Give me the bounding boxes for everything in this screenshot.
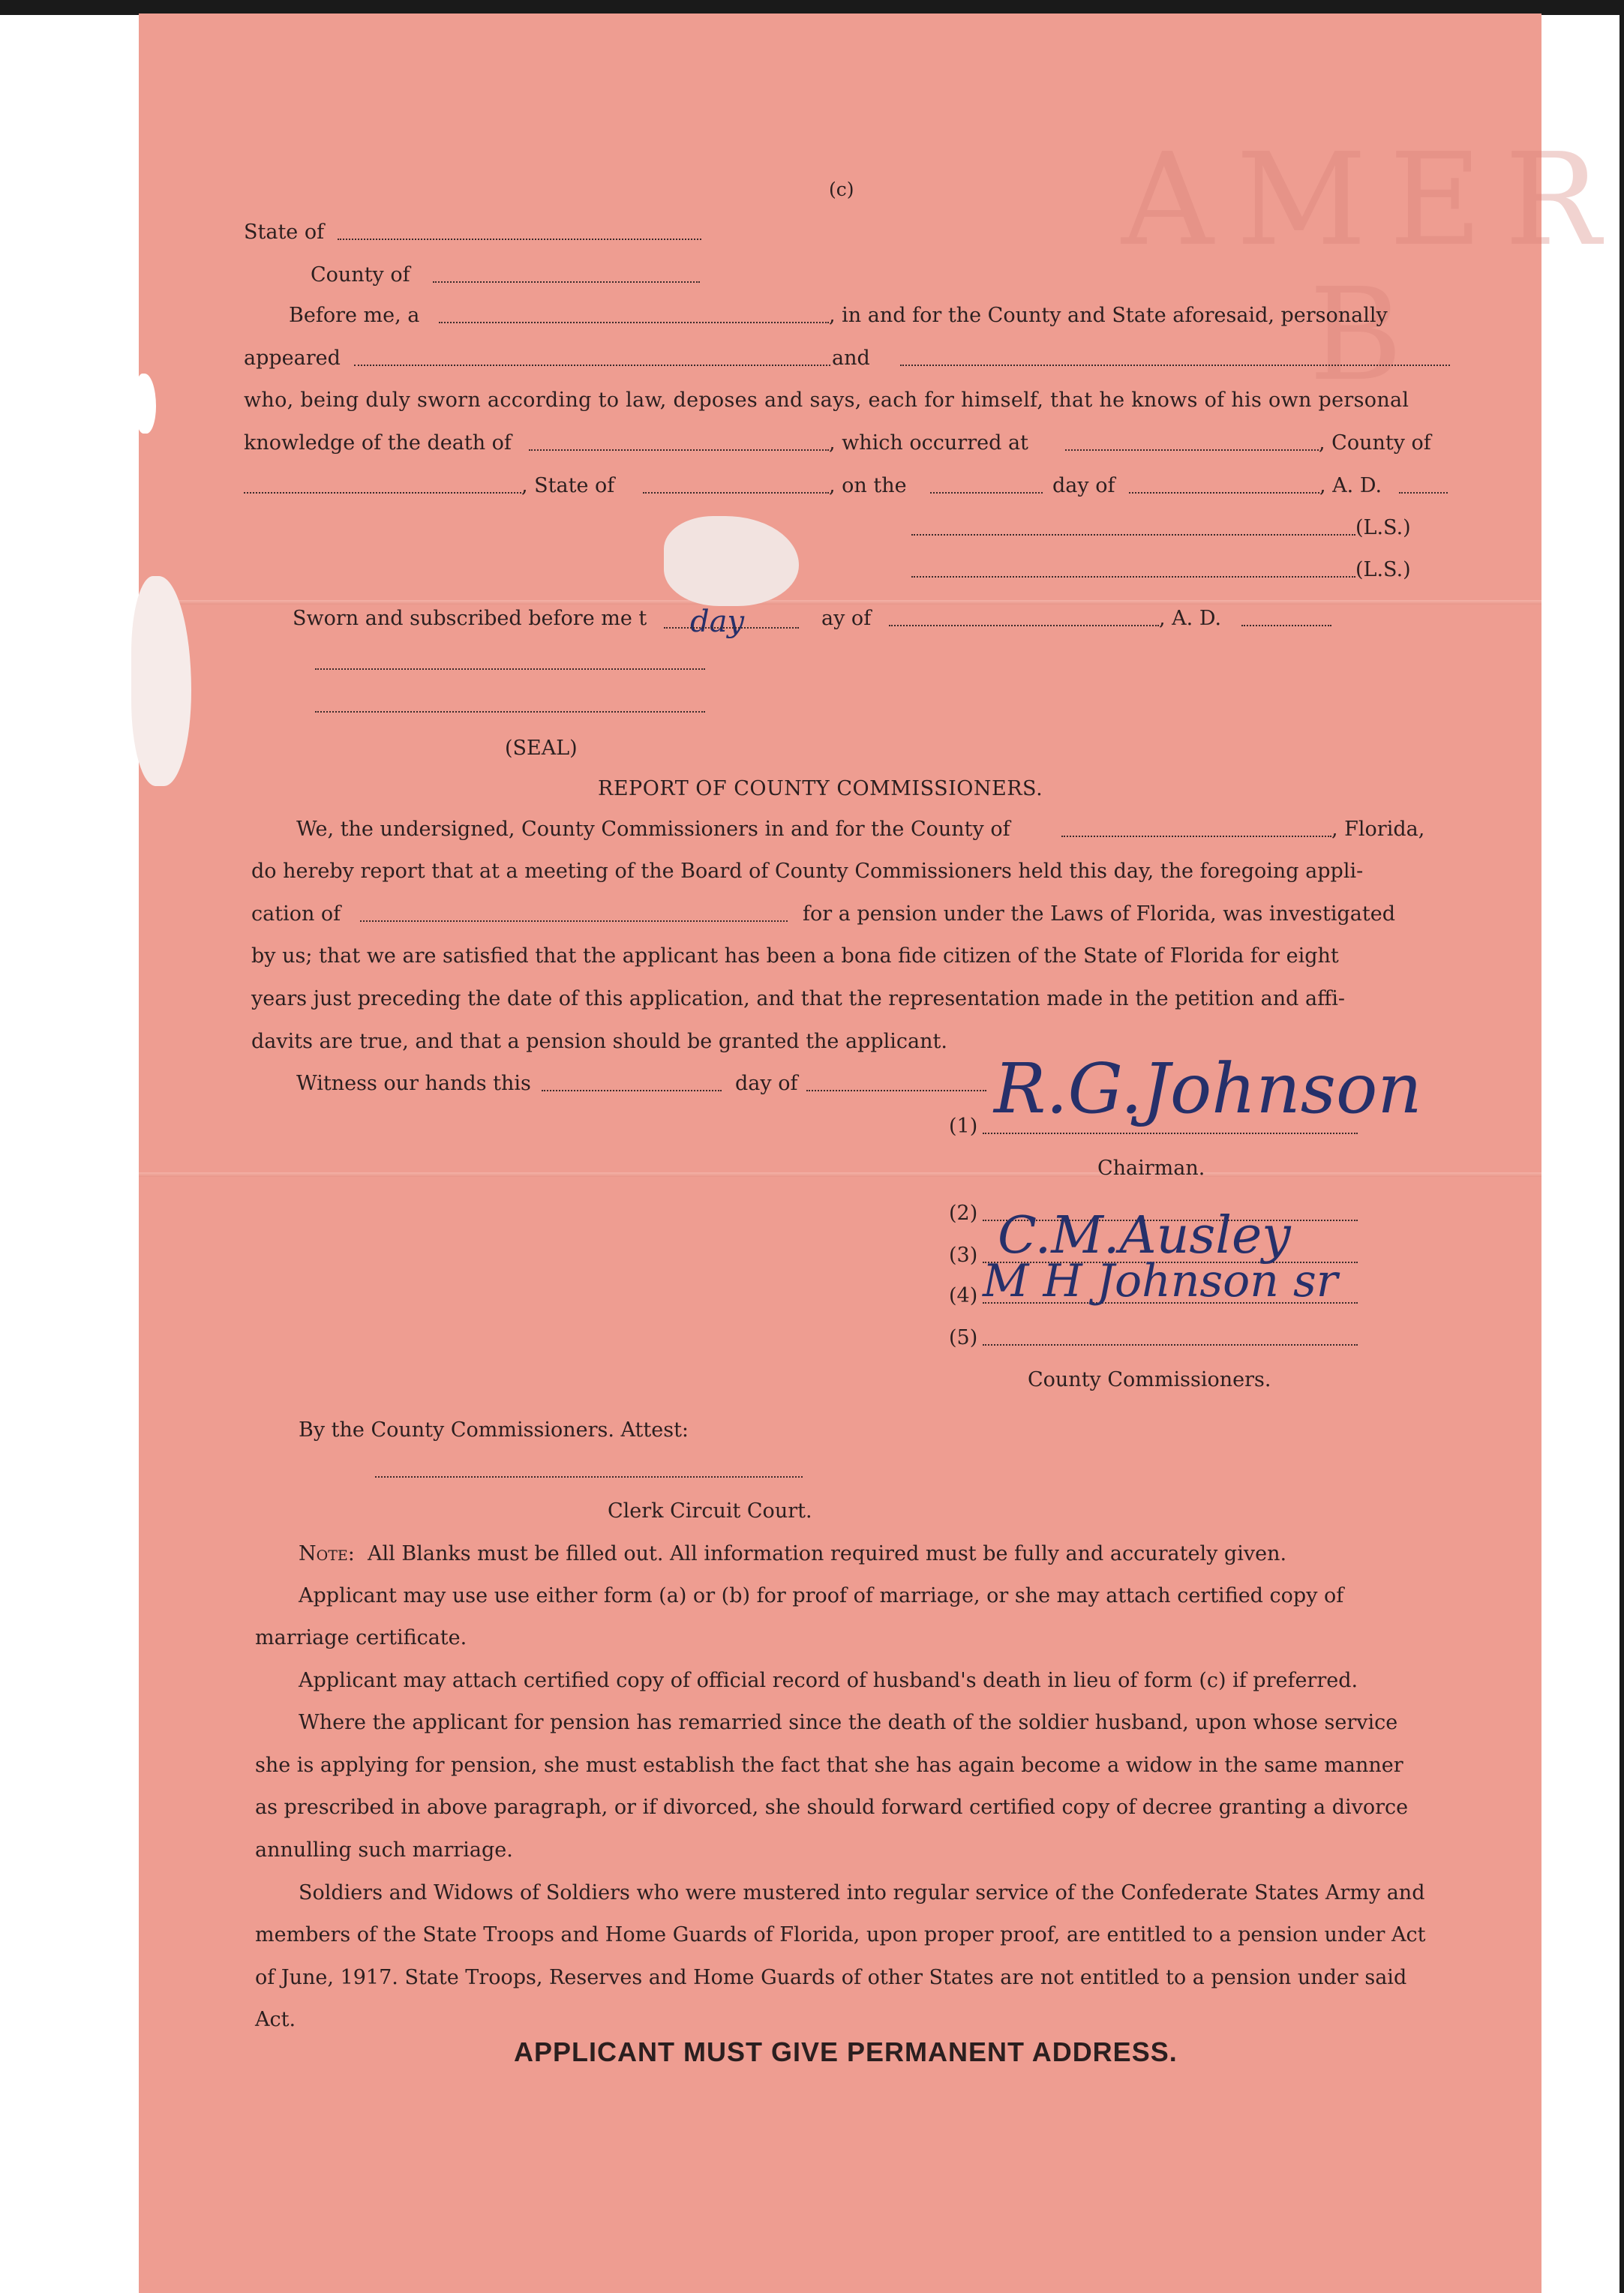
chairman-signature-line[interactable] <box>983 1133 1358 1134</box>
affiant-2-field[interactable] <box>900 365 1450 366</box>
paper-tear <box>664 516 799 606</box>
report-line-2: do hereby report that at a meeting of the Board of County Commissioners held this day, the foregoing appli- <box>251 860 1364 883</box>
sworn-label: Sworn and subscribed before me t <box>293 607 647 630</box>
ls-2-label: (L.S.) <box>1355 558 1411 581</box>
state-of-2-label: , State of <box>521 474 615 497</box>
note-line-5: Where the applicant for pension has remarried since the death of the soldier husband, upon whose service <box>299 1711 1398 1734</box>
commissioner-3-signature: C.M.Ausley <box>998 1206 1291 1265</box>
note-line-7: as prescribed in above paragraph, or if divorced, she should forward certified copy of decree granting a divorce <box>255 1796 1409 1819</box>
report-line-1: We, the undersigned, County Commissioners in and for the County of <box>296 818 1010 841</box>
applicant-name-field[interactable] <box>360 920 788 922</box>
fold-line-lower <box>139 1172 1541 1177</box>
report-line-6: davits are true, and that a pension should be granted the applicant. <box>251 1030 947 1053</box>
witness-label: Witness our hands this <box>296 1072 531 1095</box>
note-line-12: Act. <box>255 2008 296 2031</box>
note-line-6: she is applying for pension, she must establish the fact that she has again become a widow in the same manner <box>255 1754 1403 1777</box>
which-occurred-label: , which occurred at <box>829 431 1028 455</box>
sworn-ad-label: , A. D. <box>1159 607 1222 630</box>
death-month-field[interactable] <box>1129 492 1319 494</box>
report-title: REPORT OF COUNTY COMMISSIONERS. <box>598 777 1043 800</box>
report-line-5: years just preceding the date of this application, and that the representation made in the petition and affi- <box>251 987 1346 1010</box>
note-line-3: marriage certificate. <box>255 1626 467 1649</box>
county-of-label: County of <box>311 263 410 287</box>
before-me-label: Before me, a <box>289 304 420 327</box>
report-line-3-end: for a pension under the Laws of Florida, was investigated <box>803 902 1395 926</box>
note-line-8: annulling such marriage. <box>255 1838 513 1862</box>
report-line-3-start: cation of <box>251 902 341 926</box>
death-place-field[interactable] <box>1065 449 1319 451</box>
notary-title-field[interactable] <box>315 711 705 713</box>
sworn-day-of-label: ay of <box>821 607 872 630</box>
sworn-month-field[interactable] <box>889 625 1159 626</box>
note-line-4: Applicant may attach certified copy of official record of husband's death in lieu of form (c) if preferred. <box>299 1669 1358 1692</box>
note-line-11: of June, 1917. State Troops, Reserves and Home Guards of other States are not entitled to a pension under said <box>255 1966 1407 1989</box>
affiant-2-signature-field[interactable] <box>911 576 1355 578</box>
signature-number-4: (4) <box>949 1284 978 1307</box>
scan-top-border <box>0 0 1624 15</box>
on-the-label: , on the <box>829 474 907 497</box>
affiant-1-field[interactable] <box>354 365 830 366</box>
aforesaid-text: , in and for the County and State aforesaid, personally <box>829 304 1388 327</box>
permanent-address-notice: APPLICANT MUST GIVE PERMANENT ADDRESS. <box>514 2036 1178 2067</box>
commissioner-4-signature: M H Johnson sr <box>983 1255 1338 1307</box>
death-state-field[interactable] <box>643 492 829 494</box>
signature-number-3: (3) <box>949 1244 978 1267</box>
chairman-signature: R.G.Johnson <box>994 1049 1422 1129</box>
bleed-through-print-2: B <box>1309 261 1425 410</box>
note-line-10: members of the State Troops and Home Guards of Florida, upon proper proof, are entitled to a pension under Act <box>255 1923 1426 1946</box>
edge-damage <box>131 576 191 786</box>
report-county-field[interactable] <box>1061 836 1331 837</box>
fold-line-upper <box>139 600 1541 605</box>
death-year-field[interactable] <box>1399 492 1448 494</box>
attest-label: By the County Commissioners. Attest: <box>299 1418 689 1442</box>
affiant-1-signature-field[interactable] <box>911 534 1355 536</box>
witness-day-of-label: day of <box>735 1072 798 1095</box>
notary-signature-field[interactable] <box>315 668 705 670</box>
knowledge-label: knowledge of the death of <box>244 431 512 455</box>
officer-title-field[interactable] <box>439 322 829 323</box>
death-county-field[interactable] <box>244 492 521 494</box>
state-of-label: State of <box>244 221 325 244</box>
note-line-9: Soldiers and Widows of Soldiers who were mustered into regular service of the Confederate States Army and <box>299 1881 1425 1904</box>
pension-form-page <box>139 14 1623 2293</box>
bleed-through-print: AMER <box>1121 126 1623 275</box>
witness-month-field[interactable] <box>806 1090 986 1091</box>
and-label: and <box>832 347 870 370</box>
signature-number-1: (1) <box>949 1115 978 1138</box>
county-field[interactable] <box>433 281 700 283</box>
deceased-name-field[interactable] <box>529 449 829 451</box>
appeared-label: appeared <box>244 347 341 370</box>
signature-number-5: (5) <box>949 1326 978 1349</box>
seal-label: (SEAL) <box>505 737 578 760</box>
form-label: (c) <box>829 179 854 200</box>
note-line-1 <box>299 1544 1286 1564</box>
commissioner-5-signature-line[interactable] <box>983 1344 1358 1346</box>
county-commissioners-label: County Commissioners. <box>1028 1368 1271 1391</box>
witness-day-field[interactable] <box>542 1090 722 1091</box>
report-florida: , Florida, <box>1331 818 1425 841</box>
handwritten-sworn-day: day <box>690 605 745 639</box>
day-of-label: day of <box>1052 474 1115 497</box>
clerk-label: Clerk Circuit Court. <box>608 1499 812 1523</box>
death-day-field[interactable] <box>930 492 1043 494</box>
chairman-label: Chairman. <box>1097 1157 1205 1180</box>
state-field[interactable] <box>338 239 701 240</box>
scan-right-border <box>1619 0 1624 2293</box>
note-label: Note: <box>299 1542 355 1565</box>
sworn-day-field[interactable] <box>664 627 799 629</box>
signature-number-2: (2) <box>949 1202 978 1225</box>
sworn-year-field[interactable] <box>1241 625 1331 626</box>
clerk-signature-line[interactable] <box>375 1476 803 1478</box>
edge-notch <box>135 374 156 434</box>
ls-1-label: (L.S.) <box>1355 516 1411 539</box>
note-text: All Blanks must be filled out. All information required must be fully and accurately given. <box>368 1542 1287 1565</box>
county-of-2-label: , County of <box>1319 431 1431 455</box>
ad-label: , A. D. <box>1319 474 1382 497</box>
report-line-4: by us; that we are satisfied that the applicant has been a bona fide citizen of the State of Florida for eight <box>251 944 1339 968</box>
deposes-text: who, being duly sworn according to law, deposes and says, each for himself, that he knows of his own personal <box>244 389 1409 412</box>
note-line-2: Applicant may use use either form (a) or (b) for proof of marriage, or she may attach certified copy of <box>299 1584 1344 1607</box>
